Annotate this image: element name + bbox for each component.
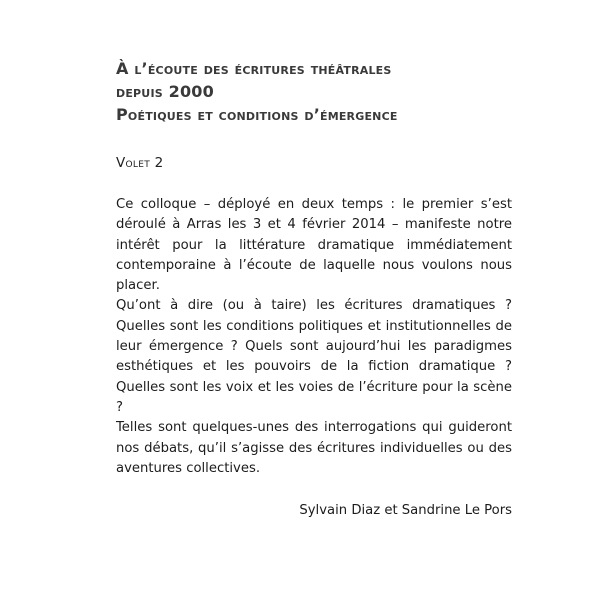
body-text: [116, 195, 512, 479]
title-line-3: Poétiques et conditions d’émergence: [116, 105, 398, 124]
volet-label: Volet 2: [116, 155, 164, 171]
paragraph-questions: Qu’ont à dire (ou à taire) les écritures dramatiques ? Quelles sont les conditions politiques et institutionnelles de leur émergence ? Quels sont aujourd’hui les paradigmes esthétiques et les pouvoirs de la fiction dramatique ? Quelles sont les voix et les voies de l’écriture pour la scène ?: [116, 298, 512, 415]
title-line-1: À l’écoute des écritures théâtrales: [116, 59, 392, 78]
paragraph-closing: Telles sont quelques-unes des interrogations qui guideront nos débats, qu’il s’agisse des écritures individuelles ou des aventures collectives.: [116, 420, 512, 476]
signature: Sylvain Diaz et Sandrine Le Pors: [299, 503, 512, 518]
paragraph-intro: Ce colloque – déployé en deux temps : le premier s’est déroulé à Arras les 3 et 4 février 2014 – manifeste notre intérêt pour la littérature dramatique immédiatement contemporaine à l’écoute de laquelle nous voulons nous placer.: [116, 197, 512, 294]
document-title: [116, 57, 536, 126]
title-line-2: depuis 2000: [116, 82, 214, 101]
